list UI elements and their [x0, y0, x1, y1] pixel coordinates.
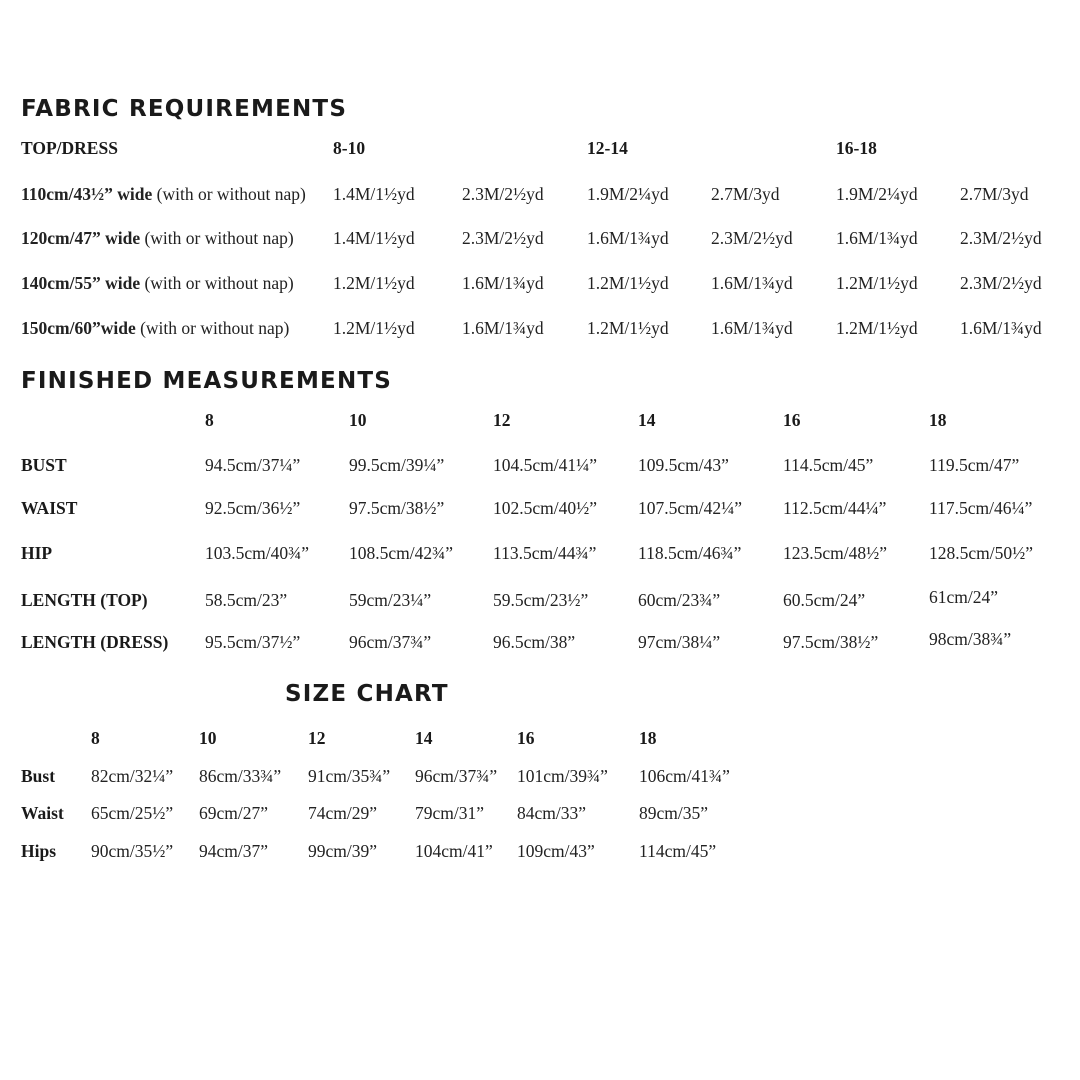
size-chart-title: SIZE CHART: [285, 681, 449, 707]
measurement-label: LENGTH (TOP): [21, 590, 148, 610]
measurement-value: 114.5cm/45”: [783, 455, 874, 475]
measurement-value: 96cm/37¾”: [349, 632, 432, 652]
fabric-value: 1.6M/1¾yd: [711, 273, 793, 293]
fabric-value: 2.3M/2½yd: [711, 228, 793, 248]
measurement-label: WAIST: [21, 498, 78, 518]
fabric-width: 140cm/55” wide: [21, 273, 141, 293]
fabric-width-label: [21, 230, 294, 248]
fabric-value: 2.7M/3yd: [960, 184, 1029, 204]
measurement-value: 98cm/38¾”: [929, 629, 1012, 649]
measurement-label: LENGTH (DRESS): [21, 632, 169, 652]
measurement-value: 112.5cm/44¼”: [783, 498, 887, 518]
measurement-value: 113.5cm/44¾”: [493, 543, 597, 563]
size-chart-size-header: 10: [199, 728, 217, 748]
measurement-size-header: 14: [638, 410, 656, 430]
measurement-value: 95.5cm/37½”: [205, 632, 301, 652]
size-chart-label: Hips: [21, 841, 57, 861]
fabric-value: 1.2M/1½yd: [836, 318, 918, 338]
measurement-value: 58.5cm/23”: [205, 590, 288, 610]
fabric-value: 1.2M/1½yd: [587, 273, 669, 293]
measurement-size-header: 18: [929, 410, 947, 430]
size-chart-value: 86cm/33¾”: [199, 766, 282, 786]
size-chart-value: 90cm/35½”: [91, 841, 174, 861]
size-chart-value: 79cm/31”: [415, 803, 485, 823]
measurement-value: 107.5cm/42¼”: [638, 498, 743, 518]
size-chart-value: 82cm/32¼”: [91, 766, 174, 786]
size-chart-label: Bust: [21, 766, 56, 786]
size-chart-value: 96cm/37¾”: [415, 766, 498, 786]
measurement-value: 61cm/24”: [929, 587, 999, 607]
fabric-value: 1.6M/1¾yd: [836, 228, 918, 248]
fabric-nap-note: (with or without nap): [140, 273, 294, 293]
fabric-value: 1.9M/2¼yd: [836, 184, 918, 204]
size-chart-label: Waist: [21, 803, 64, 823]
measurement-value: 123.5cm/48½”: [783, 543, 888, 563]
size-chart-value: 94cm/37”: [199, 841, 269, 861]
measurement-value: 97.5cm/38½”: [783, 632, 879, 652]
fabric-value: 1.2M/1½yd: [333, 318, 415, 338]
measurement-value: 59.5cm/23½”: [493, 590, 589, 610]
fabric-value: 2.7M/3yd: [711, 184, 780, 204]
size-chart-value: 114cm/45”: [639, 841, 717, 861]
measurement-value: 103.5cm/40¾”: [205, 543, 310, 563]
measurement-value: 60cm/23¾”: [638, 590, 721, 610]
fabric-requirements-title: FABRIC REQUIREMENTS: [21, 96, 348, 122]
measurement-value: 60.5cm/24”: [783, 590, 866, 610]
fabric-width-label: [21, 275, 294, 293]
fabric-value: 1.2M/1½yd: [836, 273, 918, 293]
measurement-value: 108.5cm/42¾”: [349, 543, 454, 563]
fabric-width: 120cm/47” wide: [21, 228, 141, 248]
fabric-width: 110cm/43½” wide: [21, 184, 153, 204]
fabric-size-group: 8-10: [333, 138, 366, 158]
measurement-value: 117.5cm/46¼”: [929, 498, 1033, 518]
measurement-value: 118.5cm/46¾”: [638, 543, 742, 563]
size-chart-value: 69cm/27”: [199, 803, 269, 823]
measurement-label: BUST: [21, 455, 67, 475]
size-chart-size-header: 8: [91, 728, 100, 748]
fabric-size-group: 16-18: [836, 138, 877, 158]
measurement-size-header: 10: [349, 410, 367, 430]
measurement-value: 104.5cm/41¼”: [493, 455, 598, 475]
measurement-value: 102.5cm/40½”: [493, 498, 598, 518]
measurement-value: 97.5cm/38½”: [349, 498, 445, 518]
measurement-size-header: 12: [493, 410, 511, 430]
fabric-value: 1.4M/1½yd: [333, 184, 415, 204]
size-chart-size-header: 18: [639, 728, 657, 748]
fabric-value: 2.3M/2½yd: [960, 228, 1042, 248]
size-chart-value: 89cm/35”: [639, 803, 709, 823]
fabric-header-label: TOP/DRESS: [21, 138, 118, 158]
fabric-value: 1.6M/1¾yd: [462, 318, 544, 338]
measurement-value: 109.5cm/43”: [638, 455, 729, 475]
size-chart-value: 104cm/41”: [415, 841, 493, 861]
size-chart-value: 65cm/25½”: [91, 803, 174, 823]
size-chart-size-header: 14: [415, 728, 433, 748]
fabric-width-label: [21, 186, 306, 204]
size-chart-value: 109cm/43”: [517, 841, 595, 861]
fabric-value: 2.3M/2½yd: [462, 228, 544, 248]
size-chart-value: 101cm/39¾”: [517, 766, 608, 786]
fabric-value: 2.3M/2½yd: [960, 273, 1042, 293]
fabric-nap-note: (with or without nap): [135, 318, 290, 338]
size-chart-value: 74cm/29”: [308, 803, 378, 823]
fabric-value: 1.2M/1½yd: [587, 318, 669, 338]
measurement-value: 94.5cm/37¼”: [205, 455, 301, 475]
fabric-width: 150cm/60”wide: [21, 318, 136, 338]
fabric-value: 1.6M/1¾yd: [960, 318, 1042, 338]
measurement-size-header: 16: [783, 410, 801, 430]
measurement-value: 128.5cm/50½”: [929, 543, 1034, 563]
fabric-value: 1.4M/1½yd: [333, 228, 415, 248]
measurement-label: HIP: [21, 543, 53, 563]
fabric-value: 1.6M/1¾yd: [711, 318, 793, 338]
measurement-value: 97cm/38¼”: [638, 632, 721, 652]
fabric-nap-note: (with or without nap): [152, 184, 306, 204]
size-chart-value: 91cm/35¾”: [308, 766, 391, 786]
measurement-value: 96.5cm/38”: [493, 632, 576, 652]
size-chart-size-header: 16: [517, 728, 535, 748]
fabric-value: 1.2M/1½yd: [333, 273, 415, 293]
measurement-value: 92.5cm/36½”: [205, 498, 301, 518]
fabric-value: 1.6M/1¾yd: [587, 228, 669, 248]
measurement-size-header: 8: [205, 410, 214, 430]
finished-measurements-title: FINISHED MEASUREMENTS: [21, 368, 393, 394]
size-chart-size-header: 12: [308, 728, 326, 748]
fabric-value: 2.3M/2½yd: [462, 184, 544, 204]
measurement-value: 119.5cm/47”: [929, 455, 1020, 475]
fabric-value: 1.6M/1¾yd: [462, 273, 544, 293]
fabric-width-label: [21, 320, 289, 338]
measurement-value: 59cm/23¼”: [349, 590, 432, 610]
size-chart-value: 84cm/33”: [517, 803, 587, 823]
size-chart-value: 99cm/39”: [308, 841, 378, 861]
measurement-value: 99.5cm/39¼”: [349, 455, 445, 475]
fabric-value: 1.9M/2¼yd: [587, 184, 669, 204]
fabric-nap-note: (with or without nap): [140, 228, 294, 248]
size-chart-value: 106cm/41¾”: [639, 766, 730, 786]
fabric-size-group: 12-14: [587, 138, 628, 158]
